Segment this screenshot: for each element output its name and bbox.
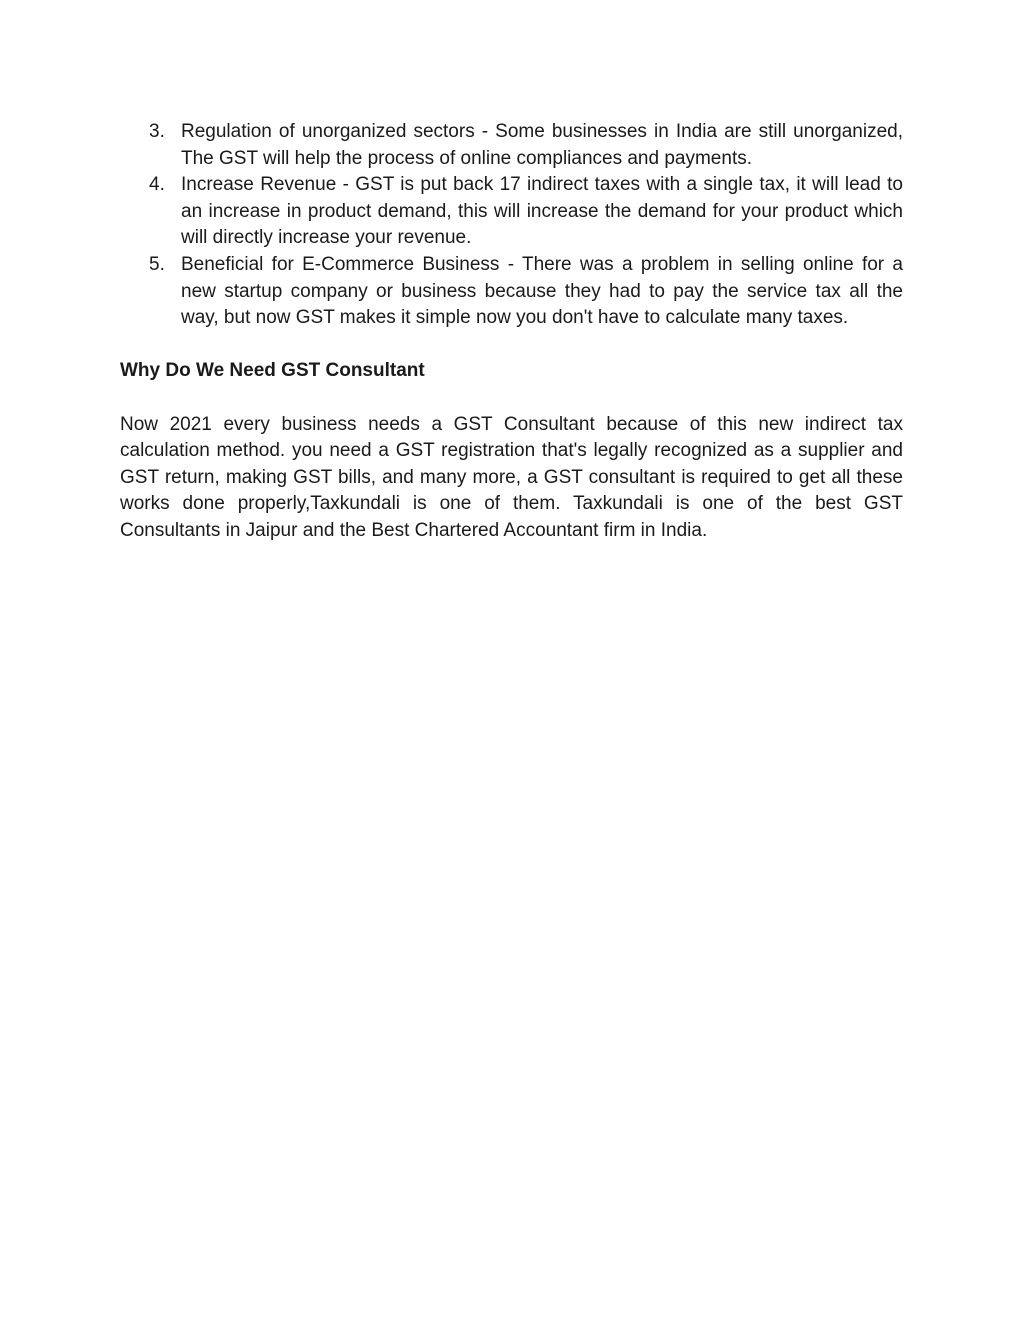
list-item [120, 172, 903, 252]
document-content [120, 119, 903, 545]
list-item-text: Regulation of unorganized sectors - Some businesses in India are still unorganized, The GST will help the process of online compliances and payments. [181, 121, 903, 169]
list-item-number: 3. [149, 121, 165, 142]
list-item-text: Beneficial for E-Commerce Business - There was a problem in selling online for a new startup company or business because they had to pay the service tax all the way, but now GST makes it simple now you don't have to calculate many taxes. [181, 253, 903, 329]
list-item [120, 119, 903, 172]
list-item [120, 252, 903, 332]
body-paragraph: Now 2021 every business needs a GST Consultant because of this new indirect tax calculation method. you need a GST registration that's legally recognized as a supplier and GST return, making GST bills, and many more, a GST consultant is required to get all these works done properly,Taxkundali is one of them. Taxkundali is one of the best GST Consultants in Jaipur and the Best Chartered Accountant firm in India. [120, 413, 903, 541]
list-item-number: 5. [149, 253, 165, 275]
list-item-number: 4. [149, 174, 165, 196]
list-item-text: Increase Revenue - GST is put back 17 indirect taxes with a single tax, it will lead to an increase in product demand, this will increase the demand for your product which will directly increase your revenue. [181, 174, 903, 249]
numbered-list [120, 119, 903, 332]
section-heading: Why Do We Need GST Consultant [120, 360, 425, 382]
